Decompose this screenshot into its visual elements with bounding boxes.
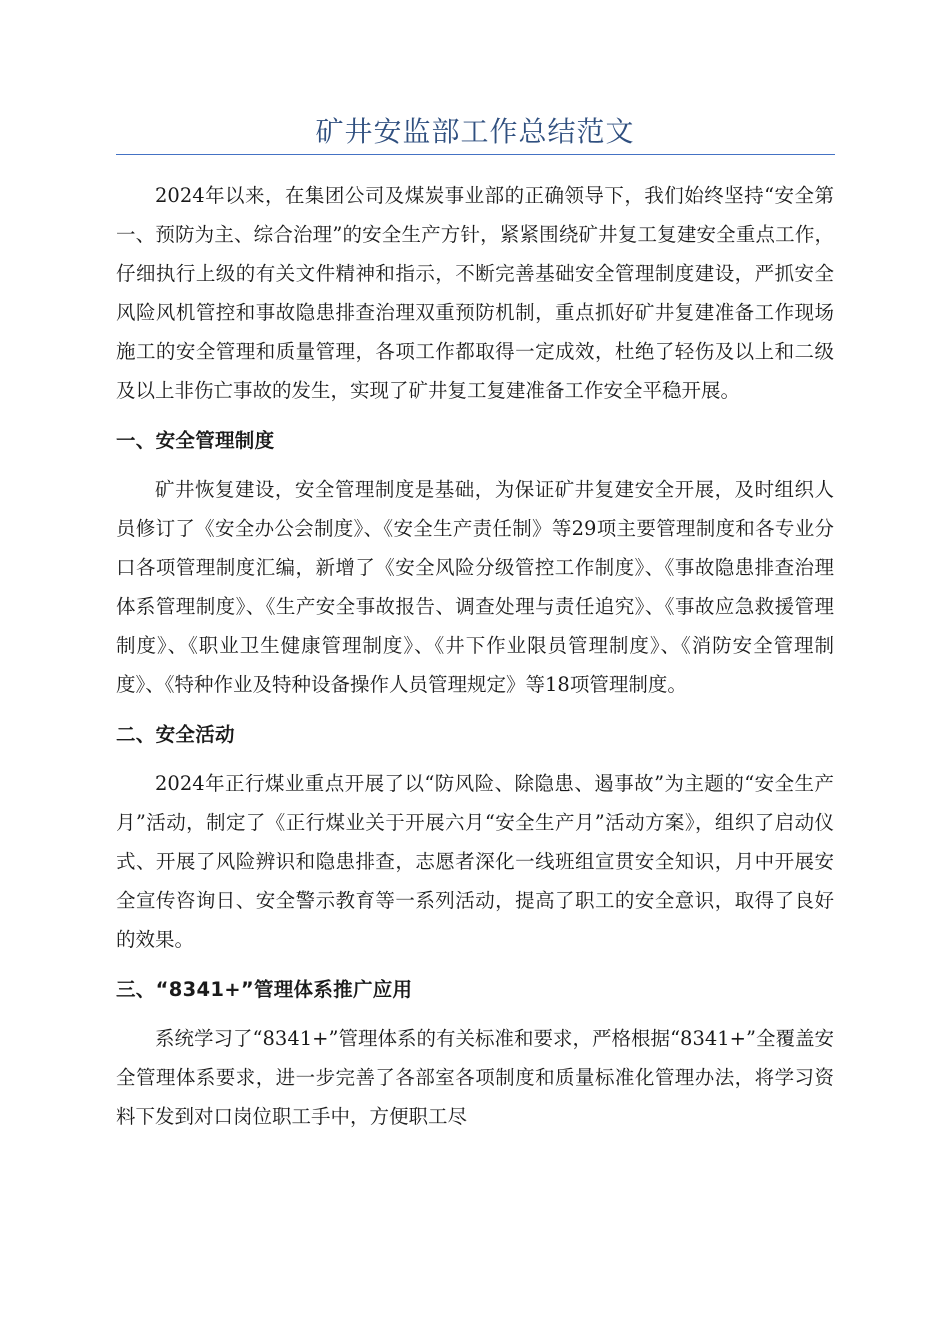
section-heading-safety-activities: 二、安全活动 xyxy=(116,723,235,746)
document-body xyxy=(116,176,834,1136)
title-underline xyxy=(116,154,835,155)
paragraph-safety-management: 矿井恢复建设，安全管理制度是基础，为保证矿井复建安全开展，及时组织人员修订了《安全办公会制度》、《安全生产责任制》等29项主要管理制度和各专业分口各项管理制度汇编，新增了《安全风险分级管控工作制度》、《事故隐患排查治理体系管理制度》、《生产安全事故报告、调查处理与责任追究》、《事故应急救援管理制度》、《职业卫生健康管理制度》、《井下作业限员管理制度》、《消防安全管理制度》、《特种作业及特种设备操作人员管理规定》等18项管理制度。 xyxy=(116,478,834,696)
intro-paragraph: 2024年以来，在集团公司及煤炭事业部的正确领导下，我们始终坚持“安全第一、预防为主、综合治理”的安全生产方针，紧紧围绕矿井复工复建安全重点工作，仔细执行上级的有关文件精神和指示，不断完善基础安全管理制度建设，严抓安全风险风机管控和事故隐患排查治理双重预防机制，重点抓好矿井复建准备工作现场施工的安全管理和质量管理，各项工作都取得一定成效，杜绝了轻伤及以上和二级及以上非伤亡事故的发生，实现了矿井复工复建准备工作安全平稳开展。 xyxy=(116,184,834,402)
section-heading-8341-system: 三、“8341+”管理体系推广应用 xyxy=(116,978,413,1001)
paragraph-8341-system: 系统学习了“8341+”管理体系的有关标准和要求，严格根据“8341+”全覆盖安全管理体系要求，进一步完善了各部室各项制度和质量标准化管理办法，将学习资料下发到对口岗位职工手中，方便职工尽 xyxy=(116,1027,834,1128)
document-title: 矿井安监部工作总结范文 xyxy=(315,115,635,148)
paragraph-safety-activities: 2024年正行煤业重点开展了以“防风险、除隐患、遏事故”为主题的“安全生产月”活动，制定了《正行煤业关于开展六月“安全生产月”活动方案》，组织了启动仪式、开展了风险辨识和隐患排查，志愿者深化一线班组宣贯安全知识，月中开展安全宣传咨询日、安全警示教育等一系列活动，提高了职工的安全意识，取得了良好的效果。 xyxy=(116,772,834,951)
section-heading-safety-management: 一、安全管理制度 xyxy=(116,429,275,452)
